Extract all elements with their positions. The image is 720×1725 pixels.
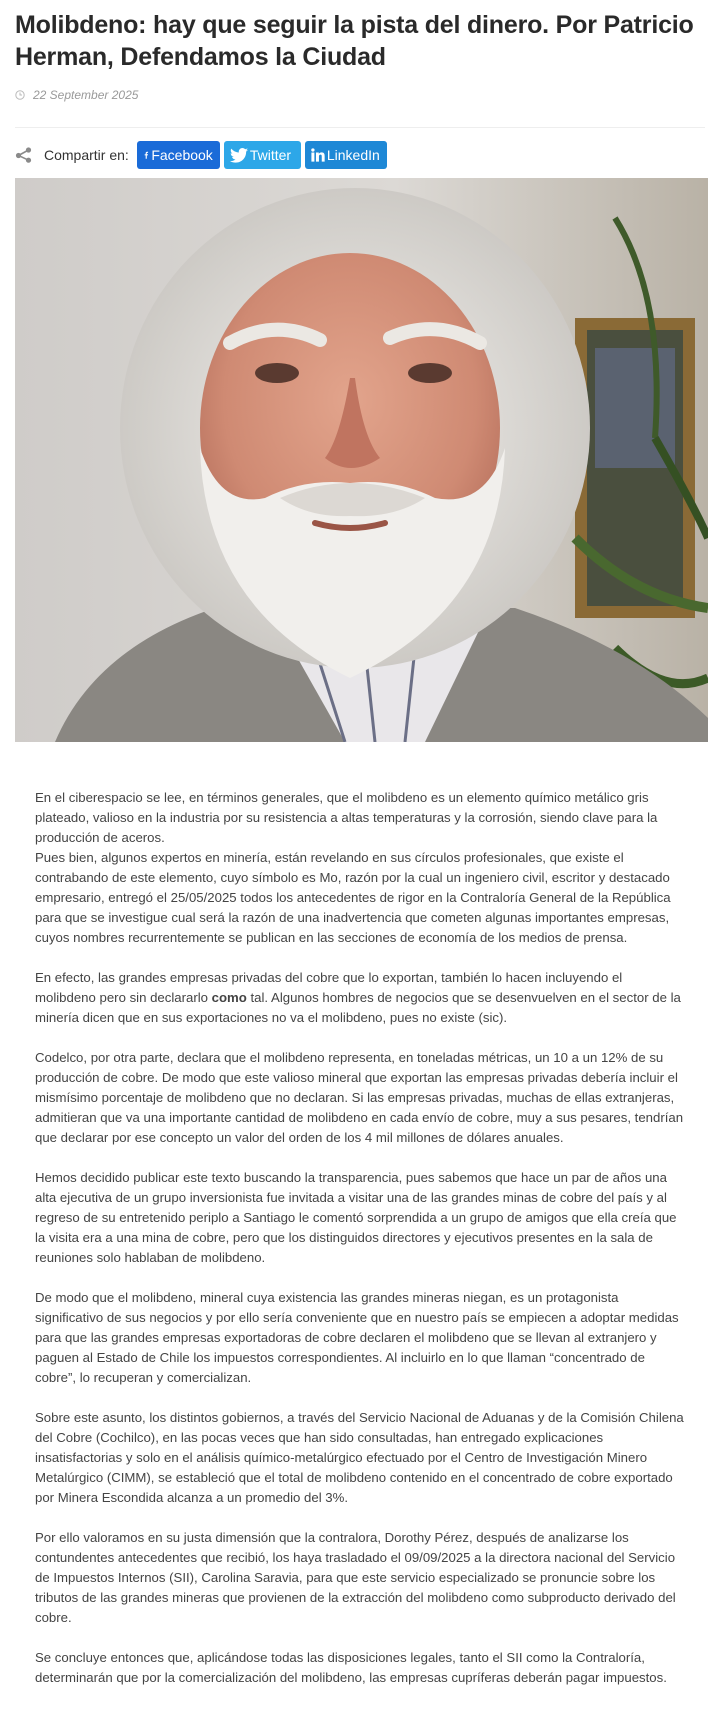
- paragraph: Por ello valoramos en su justa dimensión que la contralora, Dorothy Pérez, después de analizarse los contundentes antecedentes que recibió, los haya trasladado el 09/09/2025 a la directora nacional del Servicio de Impuestos Internos (SII), Carolina Saravia, para que este servicio especializado se pronuncie sobre los tributos de las grandes mineras que provienen de la extracción del molibdeno como subproducto derivado del cobre.: [35, 1530, 676, 1625]
- facebook-label: Facebook: [151, 147, 213, 163]
- paragraph-text: tal. Algunos hombres de negocios que se desenvuelven en el sector de la minería dicen que en sus exportaciones no va el molibdeno, pues no existe (sic).: [35, 990, 681, 1025]
- linkedin-share-button[interactable]: [305, 141, 387, 169]
- facebook-icon: [143, 147, 150, 163]
- linkedin-label: LinkedIn: [326, 147, 380, 163]
- share-bar: [15, 141, 705, 169]
- article-meta: [15, 85, 705, 105]
- clock-icon: [15, 90, 25, 100]
- paragraph: Sobre este asunto, los distintos gobiernos, a través del Servicio Nacional de Aduanas y de la Comisión Chilena del Cobre (Cochilco), en las pocas veces que han sido consultadas, han entregado explicaciones insatisfactorias y solo en el análisis químico-metalúrgico efectuado por el Centro de Investigación Minero Metalúrgico (CIMM), se estableció que el total de molibdeno contenido en el concentrado de cobre exportado por Minera Escondida alcanza a un promedio del 3%.: [35, 1410, 684, 1505]
- twitter-icon: [230, 148, 248, 163]
- paragraph: En el ciberespacio se lee, en términos generales, que el molibdeno es un elemento químico metálico gris plateado, valioso en la industria por su resistencia a altas temperaturas y la corrosión, siendo clave para la producción de aceros.: [35, 790, 658, 845]
- paragraph: [35, 968, 685, 1028]
- twitter-share-button[interactable]: [224, 141, 301, 169]
- paragraph: De modo que el molibdeno, mineral cuya existencia las grandes mineras niegan, es un protagonista significativo de sus negocios y por ello sería conveniente que en nuestro país se empiecen a adoptar medidas para que las grandes empresas exportadoras de cobre declaren el molibdeno que se llevan al extranjero y paguen al Estado de Chile los impuestos correspondientes. Al incluirlo en lo que llaman “concentrado de cobre”, lo recuperan y comercializan.: [35, 1290, 679, 1385]
- paragraph: Pues bien, algunos expertos en minería, están revelando en sus círculos profesionales, que existe el contrabando de este elemento, cuyo símbolo es Mo, razón por la cual un ingeniero civil, escritor y destacado empresario, entregó el 25/05/2025 todos los antecedentes de rigor en la Contraloría General de la República para que se investigue cual será la razón de una inadvertencia que cometen algunas importantes empresas, cuyos nombres recurrentemente se publican en las secciones de economía de los medios de prensa.: [35, 850, 671, 945]
- article-date: 22 September 2025: [33, 88, 139, 102]
- article-title: Molibdeno: hay que seguir la pista del dinero. Por Patricio Herman, Defendamos la Ciudad: [15, 11, 694, 71]
- divider: [15, 127, 705, 128]
- paragraph: Codelco, por otra parte, declara que el molibdeno representa, en toneladas métricas, un 10 a un 12% de su producción de cobre. De modo que este valioso mineral que exportan las empresas privadas debería incluir el mismísimo porcentaje de molibdeno que no declaran. Si las empresas privadas, muchas de ellas extranjeras, admitieran que va una importante cantidad de molibdeno en cada envío de cobre, muy a sus pesares, tendrían que declarar por ese concepto un valor del orden de los 4 mil millones de dólares anuales.: [35, 1050, 684, 1145]
- linkedin-icon: [311, 147, 325, 163]
- facebook-share-button[interactable]: [137, 141, 220, 169]
- share-label: Compartir en:: [44, 147, 129, 163]
- paragraph-text: En efecto, las grandes empresas privadas del cobre que lo exportan, también lo hacen incluyendo el molibdeno pero sin declararlo: [35, 970, 623, 1005]
- paragraph-bold-text: como: [211, 990, 247, 1005]
- article-body: [15, 742, 705, 1688]
- twitter-label: Twitter: [249, 147, 292, 163]
- portrait-illustration: [15, 178, 708, 742]
- paragraph: Se concluye entonces que, aplicándose todas las disposiciones legales, tanto el SII como la Contraloría, determinarán que por la comercialización del molibdeno, las empresas cupríferas deberán pagar impuestos.: [35, 1650, 667, 1685]
- share-icon: [15, 147, 32, 163]
- article-photo: [15, 178, 708, 742]
- paragraph: Hemos decidido publicar este texto buscando la transparencia, pues sabemos que hace un par de años una alta ejecutiva de un grupo inversionista fue invitada a visitar una de las grandes minas de cobre del país y al regreso de su entretenido periplo a Santiago le comentó sorprendida a un grupo de amigos que ella creía que la visita era a una mina de cobre, pero que los distinguidos directores y ejecutivos presentes en la sala de reuniones solo hablaban de molibdeno.: [35, 1170, 677, 1265]
